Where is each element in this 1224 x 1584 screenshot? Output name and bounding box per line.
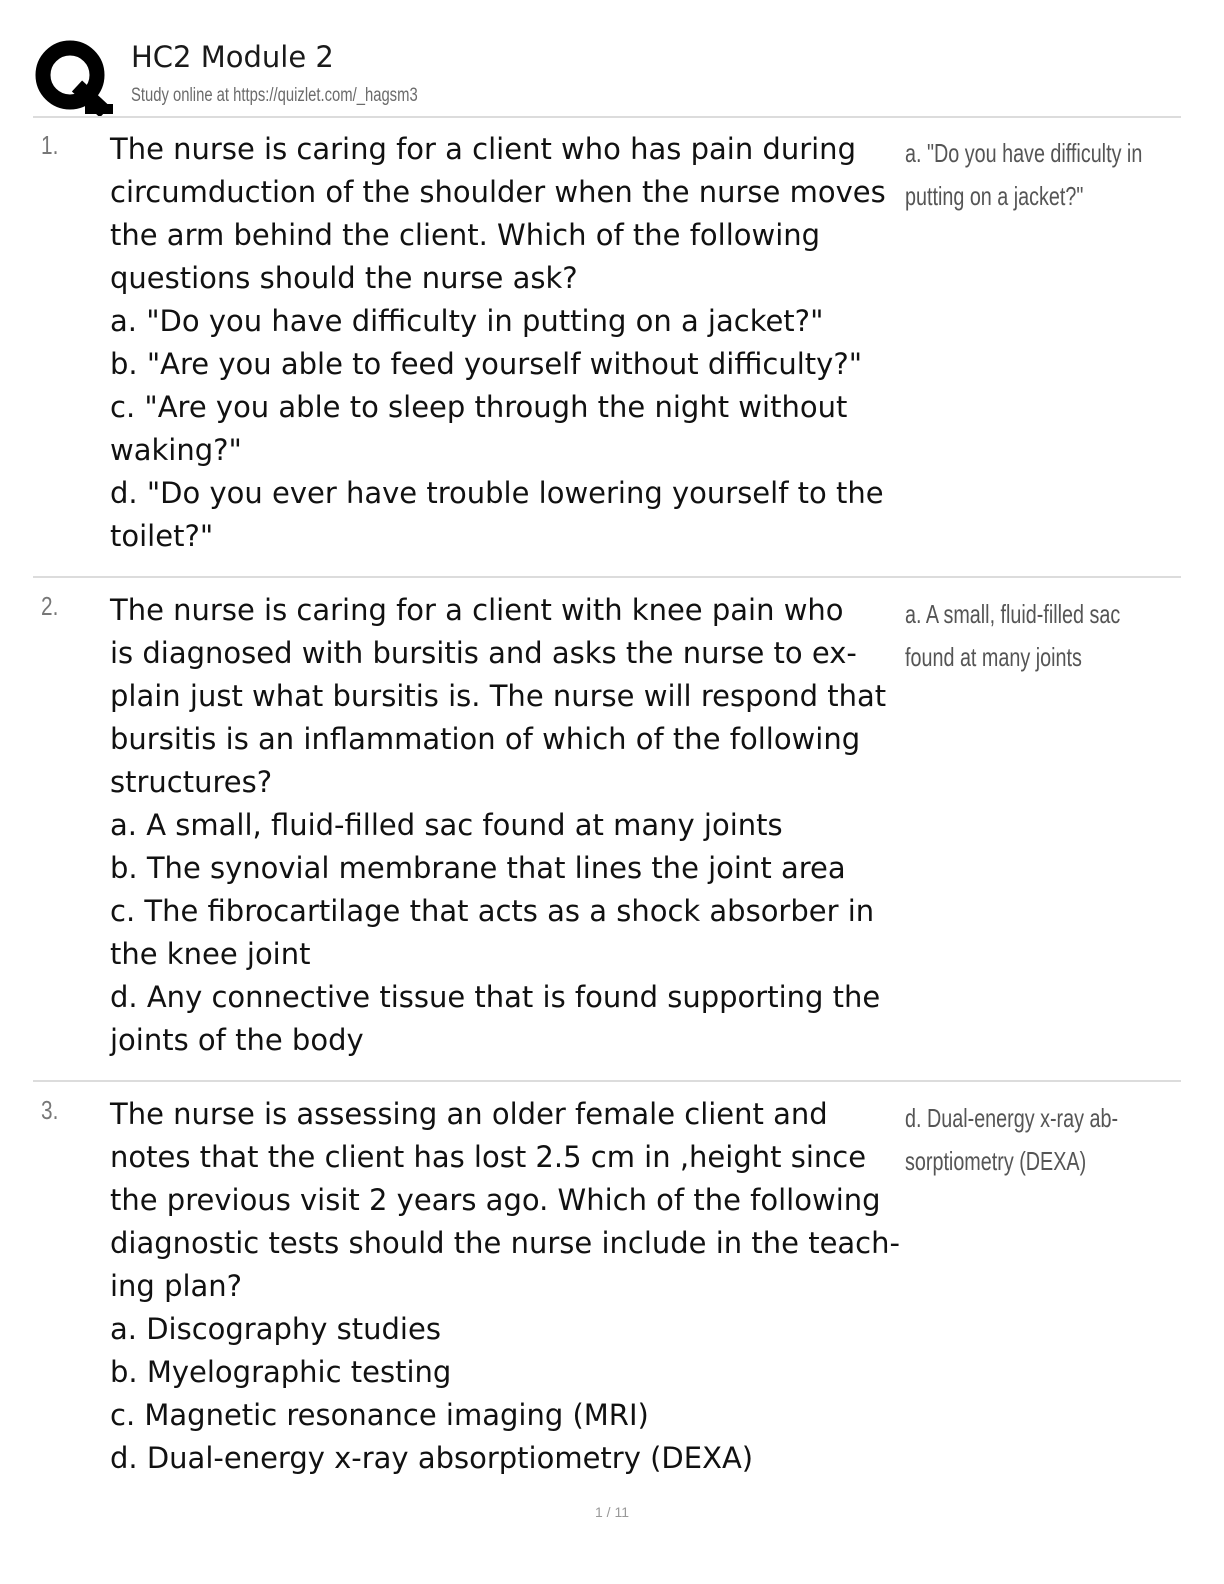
- question-line: the arm behind the client. Which of the following: [110, 218, 821, 252]
- answer-line: sorptiometry (DEXA): [905, 1146, 1087, 1176]
- question-text: [110, 589, 900, 1062]
- answer-text: [905, 1097, 1179, 1183]
- question-line: notes that the client has lost 2.5 cm in ,height since: [110, 1140, 867, 1174]
- document-title: HC2 Module 2: [131, 40, 334, 74]
- study-online-link[interactable]: Study online at https://quizlet.com/_hagsm3: [131, 85, 418, 106]
- option-line: c. The fibrocartilage that acts as a shock absorber in: [110, 894, 875, 928]
- question-line: ing plan?: [110, 1269, 243, 1303]
- question-line: is diagnosed with bursitis and asks the nurse to ex-: [110, 636, 857, 670]
- option-line: a. "Do you have difficulty in putting on a jacket?": [110, 304, 824, 338]
- question-divider: [33, 1080, 1181, 1082]
- question-line: circumduction of the shoulder when the nurse moves: [110, 175, 886, 209]
- question-number: 3.: [41, 1095, 59, 1125]
- question-line: questions should the nurse ask?: [110, 261, 578, 295]
- question-line: plain just what bursitis is. The nurse will respond that: [110, 679, 887, 713]
- option-line: b. The synovial membrane that lines the joint area: [110, 851, 846, 885]
- question-number: 1.: [41, 130, 59, 160]
- option-line: waking?": [110, 433, 242, 467]
- option-line: d. Any connective tissue that is found supporting the: [110, 980, 881, 1014]
- question-line: The nurse is assessing an older female client and: [110, 1097, 828, 1131]
- option-line: d. Dual-energy x-ray absorptiometry (DEXA): [110, 1441, 754, 1475]
- question-line: The nurse is caring for a client who has pain during: [110, 132, 856, 166]
- question-line: The nurse is caring for a client with knee pain who: [110, 593, 844, 627]
- question-divider: [33, 576, 1181, 578]
- option-line: d. "Do you ever have trouble lowering yourself to the: [110, 476, 884, 510]
- header-divider: [33, 116, 1181, 118]
- option-line: b. Myelographic testing: [110, 1355, 452, 1389]
- question-line: the previous visit 2 years ago. Which of the following: [110, 1183, 881, 1217]
- question-text: [110, 1093, 900, 1480]
- option-line: joints of the body: [110, 1023, 364, 1057]
- answer-line: d. Dual-energy x-ray ab-: [905, 1103, 1119, 1133]
- answer-line: putting on a jacket?": [905, 181, 1084, 211]
- question-line: structures?: [110, 765, 273, 799]
- option-line: c. "Are you able to sleep through the night without: [110, 390, 848, 424]
- option-line: toilet?": [110, 519, 214, 553]
- quizlet-logo-icon: [33, 36, 113, 116]
- answer-text: [905, 132, 1179, 218]
- option-line: the knee joint: [110, 937, 311, 971]
- question-number: 2.: [41, 591, 59, 621]
- answer-line: a. A small, fluid-filled sac: [905, 599, 1121, 629]
- question-line: bursitis is an inflammation of which of the following: [110, 722, 861, 756]
- option-line: b. "Are you able to feed yourself without difficulty?": [110, 347, 863, 381]
- answer-line: found at many joints: [905, 642, 1082, 672]
- question-text: [110, 128, 900, 558]
- question-line: diagnostic tests should the nurse include in the teach-: [110, 1226, 900, 1260]
- option-line: a. Discography studies: [110, 1312, 441, 1346]
- page-number: 1 / 11: [595, 1504, 629, 1520]
- answer-text: [905, 593, 1179, 679]
- answer-line: a. "Do you have difficulty in: [905, 138, 1143, 168]
- option-line: a. A small, fluid-filled sac found at many joints: [110, 808, 783, 842]
- option-line: c. Magnetic resonance imaging (MRI): [110, 1398, 649, 1432]
